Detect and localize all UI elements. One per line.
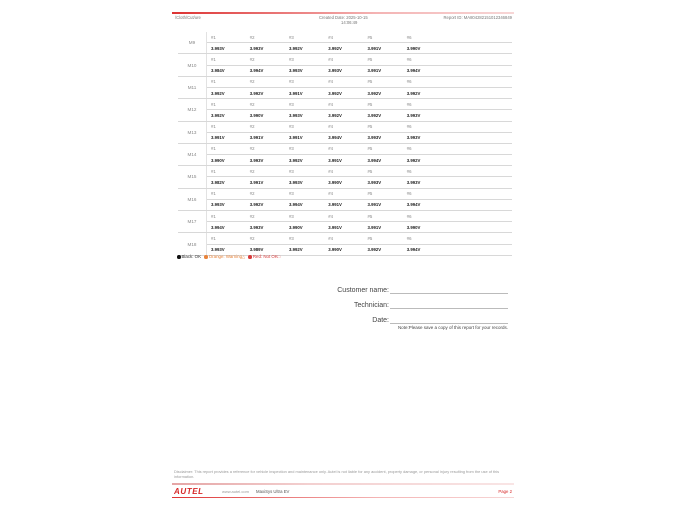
module-label: M15 <box>178 166 207 188</box>
created-date: 2025-10-15 <box>346 15 368 20</box>
cell-index: #5 <box>364 99 403 110</box>
cell-voltage: 3.991V <box>364 65 403 76</box>
module-label: M16 <box>178 188 207 210</box>
cell-voltage: 3.992V <box>285 244 324 255</box>
empty-cell <box>442 244 512 255</box>
module-label: M14 <box>178 143 207 165</box>
cell-index: #3 <box>285 121 324 132</box>
cell-index: #4 <box>324 188 363 199</box>
cell-voltage: 3.992V <box>324 110 363 121</box>
cell-index: #2 <box>246 99 285 110</box>
cell-index: #2 <box>246 54 285 65</box>
module-index-row <box>178 76 512 87</box>
disclaimer: Disclaimer: This report provides a reference for vehicle inspection and maintenance only. Autel is not liable for any accident, property damage, or personal injury resulting from the use of this information. <box>174 469 500 479</box>
customer-label: Customer name: <box>337 287 389 294</box>
save-note: Note:Please save a copy of this report for your records. <box>397 325 508 330</box>
cell-voltage: 3.989V <box>246 244 285 255</box>
cell-index: #3 <box>285 54 324 65</box>
cell-voltage: 3.994V <box>285 199 324 210</box>
module-voltage-row <box>178 222 512 233</box>
empty-cell <box>442 99 512 110</box>
footer-product: MaxiSys Ultra EV <box>256 489 290 494</box>
empty-cell <box>442 87 512 98</box>
cell-index: #6 <box>403 211 442 222</box>
cell-index: #4 <box>324 211 363 222</box>
cell-index: #1 <box>207 76 246 87</box>
empty-cell <box>442 121 512 132</box>
legend-red: Red: Not OK <box>252 254 278 259</box>
cell-voltage: 3.994V <box>403 65 442 76</box>
legend-orange: Orange: Warning <box>208 254 243 259</box>
cell-voltage: 3.994V <box>207 222 246 233</box>
created-time: 14:06:49 <box>341 20 358 25</box>
cell-index: #6 <box>403 121 442 132</box>
cell-voltage: 3.993V <box>285 110 324 121</box>
cell-voltage: 3.990V <box>403 43 442 54</box>
legend-black: Black: OK <box>181 254 202 259</box>
signature-form <box>308 279 508 324</box>
orange-dot-icon <box>204 255 208 259</box>
cell-voltage: 3.991V <box>324 199 363 210</box>
cell-index: #4 <box>324 166 363 177</box>
cell-index: #2 <box>246 166 285 177</box>
cell-voltage: 3.991V <box>285 87 324 98</box>
cell-index: #4 <box>324 76 363 87</box>
header-report-id <box>444 15 512 20</box>
cell-voltage: 3.993V <box>246 43 285 54</box>
cell-index: #3 <box>285 166 324 177</box>
cell-index: #5 <box>364 54 403 65</box>
cell-index: #3 <box>285 188 324 199</box>
cell-index: #2 <box>246 188 285 199</box>
cell-index: #2 <box>246 32 285 43</box>
cell-index: #5 <box>364 32 403 43</box>
module-index-row <box>178 143 512 154</box>
cell-voltage: 3.990V <box>324 244 363 255</box>
cell-index: #2 <box>246 143 285 154</box>
status-legend <box>177 254 280 259</box>
created-label: Created Date: <box>319 15 346 20</box>
cell-voltage: 3.990V <box>285 222 324 233</box>
cell-index: #4 <box>324 233 363 244</box>
module-label: M11 <box>178 76 207 98</box>
empty-cell <box>442 222 512 233</box>
cell-voltage: 3.982V <box>207 177 246 188</box>
date-line <box>390 322 508 324</box>
empty-cell <box>442 43 512 54</box>
footer-bottom-bar <box>172 497 514 498</box>
empty-cell <box>442 54 512 65</box>
cell-voltage: 3.993V <box>207 244 246 255</box>
cell-voltage: 3.994V <box>324 132 363 143</box>
customer-row <box>308 279 508 294</box>
cell-index: #2 <box>246 76 285 87</box>
cell-index: #6 <box>403 76 442 87</box>
module-index-row <box>178 166 512 177</box>
cell-voltage: 3.991V <box>364 222 403 233</box>
cell-index: #5 <box>364 166 403 177</box>
module-index-row <box>178 233 512 244</box>
empty-cell <box>442 177 512 188</box>
page-number: Page 2 <box>498 489 512 494</box>
cell-voltage: 3.990V <box>207 155 246 166</box>
report-page <box>172 0 514 514</box>
footer-accent-bar <box>172 483 514 485</box>
cell-index: #4 <box>324 121 363 132</box>
empty-cell <box>442 132 512 143</box>
cell-index: #3 <box>285 211 324 222</box>
cell-voltage: 3.994V <box>403 244 442 255</box>
footer-website: www.autel.com <box>222 489 249 494</box>
cell-index: #1 <box>207 99 246 110</box>
module-label: M12 <box>178 99 207 121</box>
report-id-value: MA804282151012346849 <box>463 15 512 20</box>
empty-cell <box>442 143 512 154</box>
cell-voltage: 3.991V <box>364 199 403 210</box>
date-label: Date: <box>372 317 389 324</box>
cell-index: #1 <box>207 54 246 65</box>
cell-voltage: 3.993V <box>364 177 403 188</box>
cell-voltage: 3.992V <box>403 155 442 166</box>
cell-index: #6 <box>403 166 442 177</box>
module-index-row <box>178 99 512 110</box>
empty-cell <box>442 32 512 43</box>
warning-triangle-icon: △ <box>242 254 246 259</box>
error-square-icon: □ <box>277 254 281 259</box>
module-voltage-row <box>178 155 512 166</box>
module-label: M18 <box>178 233 207 255</box>
module-label: M10 <box>178 54 207 76</box>
module-voltage-row <box>178 87 512 98</box>
cell-voltage: 3.984V <box>207 65 246 76</box>
cell-index: #1 <box>207 121 246 132</box>
cell-voltage: 3.991V <box>324 155 363 166</box>
cell-index: #5 <box>364 76 403 87</box>
empty-cell <box>442 166 512 177</box>
cell-voltage: 3.992V <box>207 87 246 98</box>
cell-voltage: 3.991V <box>285 132 324 143</box>
cell-voltage: 3.993V <box>403 177 442 188</box>
module-voltage-row <box>178 177 512 188</box>
cell-voltage: 3.994V <box>246 65 285 76</box>
cell-voltage: 3.991V <box>324 222 363 233</box>
cell-index: #3 <box>285 233 324 244</box>
module-label: M9 <box>178 32 207 54</box>
cell-voltage: 3.993V <box>403 132 442 143</box>
cell-index: #1 <box>207 143 246 154</box>
cell-voltage: 3.992V <box>285 43 324 54</box>
cell-index: #3 <box>285 32 324 43</box>
autel-logo: AUTEL <box>174 487 204 496</box>
red-dot-icon <box>248 255 252 259</box>
customer-line <box>390 292 508 294</box>
module-voltage-row <box>178 110 512 121</box>
cell-voltage: 3.993V <box>207 43 246 54</box>
cell-voltage: 3.992V <box>364 87 403 98</box>
module-voltage-row <box>178 132 512 143</box>
cell-index: #1 <box>207 233 246 244</box>
empty-cell <box>442 211 512 222</box>
cell-voltage: 3.991V <box>246 132 285 143</box>
module-voltage-row <box>178 199 512 210</box>
date-row <box>308 309 508 324</box>
cell-voltage-table <box>178 32 512 256</box>
module-index-row <box>178 54 512 65</box>
cell-voltage: 3.993V <box>364 132 403 143</box>
cell-voltage: 3.993V <box>246 155 285 166</box>
empty-cell <box>442 199 512 210</box>
cell-index: #6 <box>403 99 442 110</box>
cell-index: #3 <box>285 143 324 154</box>
technician-line <box>390 307 508 309</box>
module-index-row <box>178 188 512 199</box>
report-id-label: Report ID: <box>443 15 463 20</box>
cell-index: #1 <box>207 188 246 199</box>
cell-index: #5 <box>364 143 403 154</box>
module-index-row <box>178 121 512 132</box>
cell-index: #4 <box>324 143 363 154</box>
technician-label: Technician: <box>353 302 389 309</box>
cell-index: #6 <box>403 143 442 154</box>
module-index-row <box>178 32 512 43</box>
cell-voltage: 3.992V <box>324 43 363 54</box>
cell-index: #6 <box>403 188 442 199</box>
cell-voltage: 3.992V <box>246 87 285 98</box>
black-dot-icon <box>177 255 181 259</box>
empty-cell <box>442 65 512 76</box>
module-voltage-row <box>178 65 512 76</box>
cell-voltage: 3.990V <box>246 110 285 121</box>
cell-index: #4 <box>324 99 363 110</box>
cell-index: #6 <box>403 233 442 244</box>
cell-voltage: 3.990V <box>403 222 442 233</box>
cell-index: #3 <box>285 76 324 87</box>
cell-voltage: 3.993V <box>403 110 442 121</box>
cell-index: #1 <box>207 32 246 43</box>
cell-voltage: 3.992V <box>364 244 403 255</box>
cell-index: #6 <box>403 54 442 65</box>
cell-voltage: 3.992V <box>285 155 324 166</box>
cell-index: #1 <box>207 166 246 177</box>
cell-voltage: 3.991V <box>207 132 246 143</box>
module-label: M17 <box>178 211 207 233</box>
header-accent-bar <box>172 12 514 14</box>
cell-voltage: 3.992V <box>403 87 442 98</box>
cell-voltage: 3.994V <box>403 199 442 210</box>
cell-voltage: 3.990V <box>324 177 363 188</box>
cell-index: #5 <box>364 188 403 199</box>
empty-cell <box>442 188 512 199</box>
cell-index: #4 <box>324 54 363 65</box>
empty-cell <box>442 155 512 166</box>
cell-index: #2 <box>246 211 285 222</box>
cell-voltage: 3.993V <box>285 177 324 188</box>
header-path: /Cloth/Cut/ure <box>175 15 201 20</box>
header-created <box>319 15 368 25</box>
cell-voltage: 3.993V <box>246 222 285 233</box>
module-label: M13 <box>178 121 207 143</box>
cell-voltage: 3.992V <box>324 87 363 98</box>
empty-cell <box>442 233 512 244</box>
module-voltage-row <box>178 43 512 54</box>
cell-index: #5 <box>364 121 403 132</box>
cell-index: #2 <box>246 121 285 132</box>
cell-voltage: 3.991V <box>246 177 285 188</box>
cell-index: #1 <box>207 211 246 222</box>
cell-index: #5 <box>364 211 403 222</box>
cell-voltage: 3.993V <box>207 199 246 210</box>
cell-voltage: 3.992V <box>207 110 246 121</box>
cell-voltage: 3.993V <box>285 65 324 76</box>
cell-voltage: 3.994V <box>364 155 403 166</box>
cell-voltage: 3.992V <box>364 110 403 121</box>
cell-index: #4 <box>324 32 363 43</box>
cell-voltage: 3.991V <box>364 43 403 54</box>
empty-cell <box>442 76 512 87</box>
empty-cell <box>442 110 512 121</box>
cell-index: #3 <box>285 99 324 110</box>
module-index-row <box>178 211 512 222</box>
cell-voltage: 3.993V <box>324 65 363 76</box>
cell-index: #2 <box>246 233 285 244</box>
cell-index: #6 <box>403 32 442 43</box>
technician-row <box>308 294 508 309</box>
cell-voltage: 3.992V <box>246 199 285 210</box>
cell-index: #5 <box>364 233 403 244</box>
